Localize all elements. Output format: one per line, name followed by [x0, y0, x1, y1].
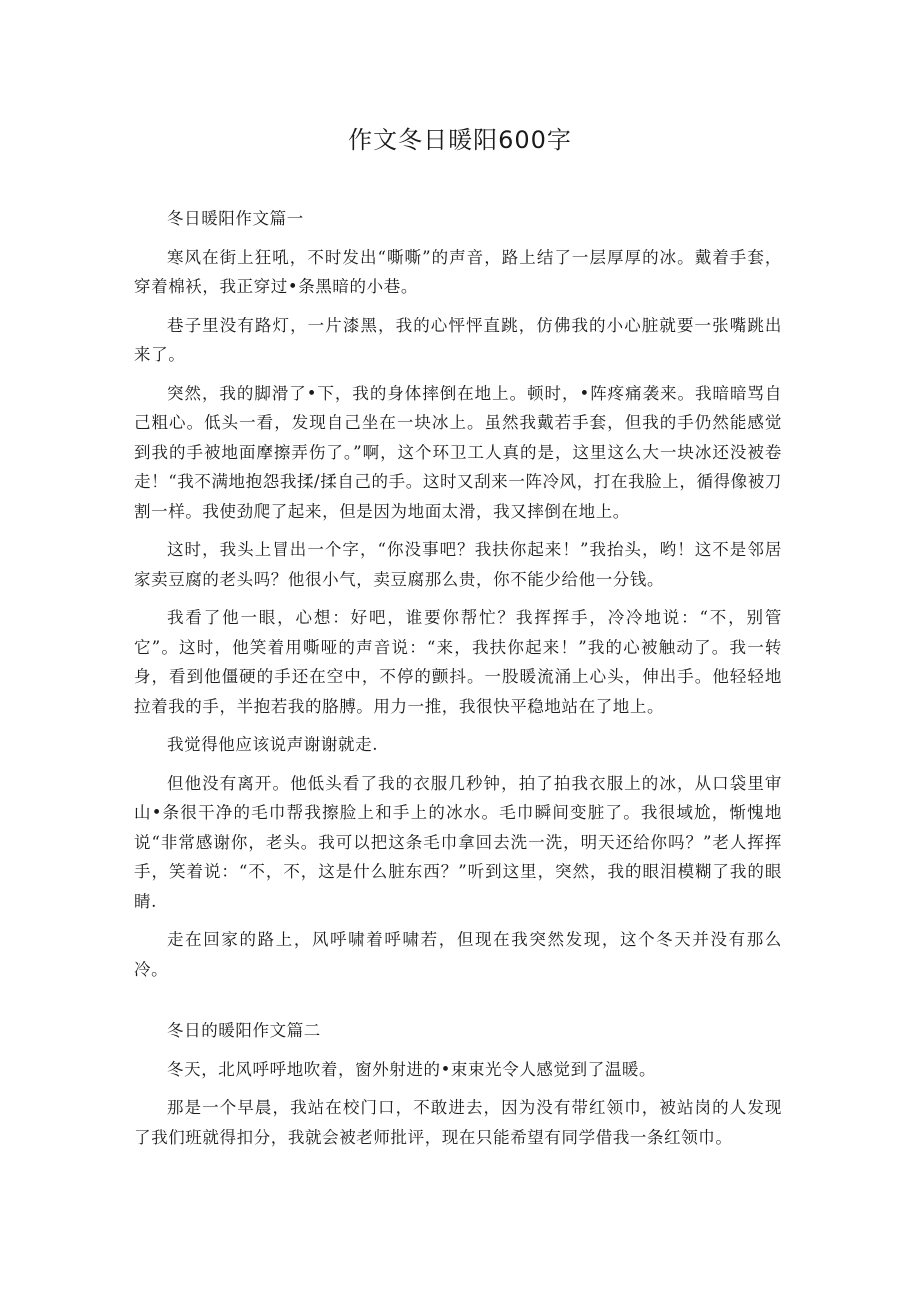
- paragraph: 巷子里没有路灯，一片漆黑，我的心怦怦直跳，仿佛我的小心脏就要一张嘴跳出来了。: [134, 315, 782, 364]
- paragraph: 突然，我的脚滑了•下，我的身体摔倒在地上。顿时，•阵疼痛袭来。我暗暗骂自己粗心。低头一看，发现自己坐在一块冰上。虽然我戴若手套，但我的手仍然能感觉到我的手被地面摩擦弄伤了。”啊，这个环卫工人真的是，这里这么大一块冰还没被卷走！“我不满地抱怨我揉/揉自己的手。这时又刮来一阵冷风，打在我脸上，循得像被刀割一样。我使劲爬了起来，但是因为地面太滑，我又摔倒在地上。: [134, 383, 782, 521]
- section-heading: 冬日的暖阳作文篇二: [167, 1021, 321, 1040]
- paragraph: 那是一个早晨，我站在校门口，不敢进去，因为没有带红领巾，被站岗的人发现了我们班就得扣分，我就会被老师批评，现在只能希望有同学借我一条红领巾。: [134, 1098, 782, 1147]
- section-heading: 冬日暖阳作文篇一: [167, 209, 304, 228]
- paragraph: 冬天，北风呼呼地吹着，窗外射进的•束束光令人感觉到了温暖。: [167, 1059, 657, 1079]
- paragraph: 走在回家的路上，风呼啸着呼啸若，但现在我突然发现，这个冬天并没有那么冷。: [134, 930, 782, 979]
- paragraph: 我觉得他应该说声谢谢就走.: [167, 735, 379, 754]
- paragraph: 但他没有离开。他低头看了我的衣服几秒钟，拍了拍我衣服上的冰，从口袋里审山•条很干净的毛巾帮我擦脸上和手上的冰水。毛巾瞬间变脏了。我很域尬，惭愧地说“非常感谢你，老头。我可以把这条毛巾拿回去洗一洗，明天还给你吗？”老人挥挥手，笑着说：“不，不，这是什么脏东西？”听到这里，突然，我的眼泪模糊了我的眼睛.: [134, 773, 782, 911]
- paragraph: 我看了他一眼，心想：好吧，谁要你帮忙？我挥挥手，冷冷地说：“不，别管它”。这时，他笑着用嘶哑的声音说：“来，我扶你起来！”我的心被触动了。我一转身，看到他僵硬的手还在空中，不停的颤抖。一股暖流涌上心头，伸出手。他轻轻地拉着我的手，半抱若我的胳膊。用力一推，我很快平稳地站在了地上。: [134, 608, 782, 716]
- paragraph: 这时，我头上冒出一个字，“你没事吧？我扶你起来！”我抬头，哟！这不是邻居家卖豆腐的老头吗？他很小气，卖豆腐那么贵，你不能少给他一分钱。: [134, 540, 782, 589]
- document-body: [134, 204, 782, 1161]
- paragraph: 寒风在街上狂吼，不时发出“嘶嘶”的声音，路上结了一层厚厚的冰。戴着手套，穿着棉袄，我正穿过•条黑暗的小巷。: [134, 247, 782, 296]
- document-title: 作文冬日暖阳600字: [348, 126, 572, 154]
